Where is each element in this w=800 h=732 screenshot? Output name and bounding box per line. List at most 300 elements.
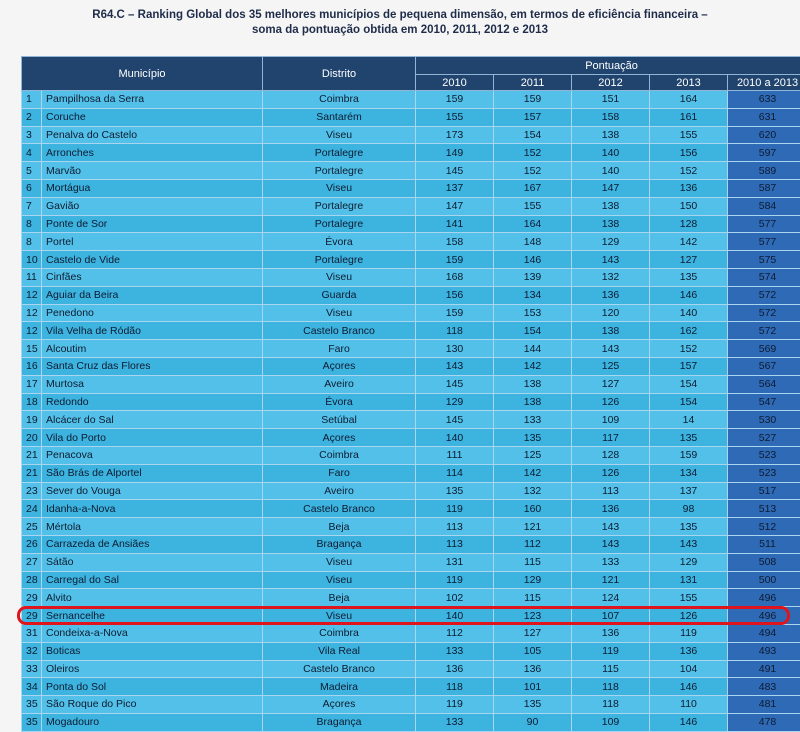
table-row bbox=[22, 642, 800, 660]
score-total-cell: 491 bbox=[728, 660, 800, 678]
title-line-1: R64.C – Ranking Global dos 35 melhores municípios de pequena dimensão, em termos de eficiência financeira – bbox=[0, 8, 800, 23]
score-total-cell: 597 bbox=[728, 144, 800, 162]
table-row bbox=[22, 322, 800, 340]
table-row bbox=[22, 482, 800, 500]
score-2013-cell: 143 bbox=[650, 535, 728, 553]
score-2013-cell: 134 bbox=[650, 464, 728, 482]
score-total-cell: 572 bbox=[728, 286, 800, 304]
score-2010-cell: 118 bbox=[416, 322, 494, 340]
score-2013-cell: 162 bbox=[650, 322, 728, 340]
rank-cell: 34 bbox=[22, 678, 42, 696]
score-2012-cell: 128 bbox=[572, 446, 650, 464]
rank-cell: 15 bbox=[22, 340, 42, 358]
municipio-cell: Cinfães bbox=[42, 268, 263, 286]
rank-cell: 11 bbox=[22, 268, 42, 286]
score-2012-cell: 138 bbox=[572, 322, 650, 340]
score-2012-cell: 143 bbox=[572, 340, 650, 358]
municipio-cell: Vila Velha de Ródão bbox=[42, 322, 263, 340]
score-2011-cell: 157 bbox=[494, 108, 572, 126]
municipio-cell: Aguiar da Beira bbox=[42, 286, 263, 304]
score-2011-cell: 152 bbox=[494, 162, 572, 180]
score-2012-cell: 125 bbox=[572, 357, 650, 375]
score-2012-cell: 136 bbox=[572, 500, 650, 518]
header-total: 2010 a 2013 bbox=[728, 75, 800, 91]
score-total-cell: 572 bbox=[728, 322, 800, 340]
rank-cell: 5 bbox=[22, 162, 42, 180]
header-year-2012: 2012 bbox=[572, 75, 650, 91]
distrito-cell: Beja bbox=[263, 518, 416, 536]
municipio-cell: Alvito bbox=[42, 589, 263, 607]
distrito-cell: Portalegre bbox=[263, 215, 416, 233]
score-2010-cell: 113 bbox=[416, 518, 494, 536]
score-2011-cell: 153 bbox=[494, 304, 572, 322]
table-row bbox=[22, 340, 800, 358]
header-distrito: Distrito bbox=[263, 57, 416, 91]
score-2011-cell: 155 bbox=[494, 197, 572, 215]
distrito-cell: Évora bbox=[263, 233, 416, 251]
score-2012-cell: 109 bbox=[572, 713, 650, 731]
municipio-cell: Marvão bbox=[42, 162, 263, 180]
score-2010-cell: 112 bbox=[416, 624, 494, 642]
header-pontuacao: Pontuação bbox=[416, 57, 800, 75]
score-2013-cell: 98 bbox=[650, 500, 728, 518]
table-row bbox=[22, 357, 800, 375]
table-row bbox=[22, 268, 800, 286]
score-2011-cell: 142 bbox=[494, 464, 572, 482]
score-2011-cell: 90 bbox=[494, 713, 572, 731]
score-2012-cell: 143 bbox=[572, 535, 650, 553]
score-2013-cell: 142 bbox=[650, 233, 728, 251]
score-2013-cell: 150 bbox=[650, 197, 728, 215]
table-row bbox=[22, 126, 800, 144]
rank-cell: 12 bbox=[22, 286, 42, 304]
score-2011-cell: 148 bbox=[494, 233, 572, 251]
distrito-cell: Castelo Branco bbox=[263, 500, 416, 518]
header-year-2013: 2013 bbox=[650, 75, 728, 91]
score-2010-cell: 140 bbox=[416, 429, 494, 447]
score-total-cell: 481 bbox=[728, 696, 800, 714]
rank-cell: 26 bbox=[22, 535, 42, 553]
score-2012-cell: 117 bbox=[572, 429, 650, 447]
score-total-cell: 572 bbox=[728, 304, 800, 322]
score-2012-cell: 113 bbox=[572, 482, 650, 500]
score-2011-cell: 154 bbox=[494, 322, 572, 340]
rank-cell: 2 bbox=[22, 108, 42, 126]
score-2011-cell: 134 bbox=[494, 286, 572, 304]
distrito-cell: Guarda bbox=[263, 286, 416, 304]
score-2012-cell: 115 bbox=[572, 660, 650, 678]
score-2013-cell: 154 bbox=[650, 375, 728, 393]
municipio-cell: Sernancelhe bbox=[42, 607, 263, 625]
score-2011-cell: 160 bbox=[494, 500, 572, 518]
rank-cell: 32 bbox=[22, 642, 42, 660]
score-total-cell: 513 bbox=[728, 500, 800, 518]
score-total-cell: 493 bbox=[728, 642, 800, 660]
distrito-cell: Portalegre bbox=[263, 197, 416, 215]
score-2012-cell: 140 bbox=[572, 144, 650, 162]
municipio-cell: Sever do Vouga bbox=[42, 482, 263, 500]
score-total-cell: 496 bbox=[728, 607, 800, 625]
score-total-cell: 530 bbox=[728, 411, 800, 429]
table-row bbox=[22, 553, 800, 571]
rank-cell: 21 bbox=[22, 464, 42, 482]
score-2011-cell: 125 bbox=[494, 446, 572, 464]
score-2013-cell: 136 bbox=[650, 642, 728, 660]
municipio-cell: Penacova bbox=[42, 446, 263, 464]
score-2013-cell: 110 bbox=[650, 696, 728, 714]
distrito-cell: Aveiro bbox=[263, 375, 416, 393]
distrito-cell: Portalegre bbox=[263, 162, 416, 180]
distrito-cell: Viseu bbox=[263, 553, 416, 571]
score-2012-cell: 118 bbox=[572, 696, 650, 714]
table-row bbox=[22, 233, 800, 251]
rank-cell: 35 bbox=[22, 713, 42, 731]
score-2012-cell: 129 bbox=[572, 233, 650, 251]
rank-cell: 8 bbox=[22, 215, 42, 233]
score-2010-cell: 149 bbox=[416, 144, 494, 162]
score-total-cell: 517 bbox=[728, 482, 800, 500]
rank-cell: 8 bbox=[22, 233, 42, 251]
score-2012-cell: 118 bbox=[572, 678, 650, 696]
municipio-cell: Mértola bbox=[42, 518, 263, 536]
rank-cell: 31 bbox=[22, 624, 42, 642]
municipio-cell: Ponte de Sor bbox=[42, 215, 263, 233]
score-total-cell: 527 bbox=[728, 429, 800, 447]
table-row bbox=[22, 678, 800, 696]
distrito-cell: Bragança bbox=[263, 713, 416, 731]
score-2011-cell: 115 bbox=[494, 589, 572, 607]
distrito-cell: Açores bbox=[263, 357, 416, 375]
table-row bbox=[22, 144, 800, 162]
title-line-2: soma da pontuação obtida em 2010, 2011, 2012 e 2013 bbox=[0, 23, 800, 38]
score-total-cell: 633 bbox=[728, 91, 800, 109]
rank-cell: 29 bbox=[22, 607, 42, 625]
score-2011-cell: 129 bbox=[494, 571, 572, 589]
score-2010-cell: 119 bbox=[416, 571, 494, 589]
table-row bbox=[22, 393, 800, 411]
score-2010-cell: 145 bbox=[416, 411, 494, 429]
score-2010-cell: 145 bbox=[416, 162, 494, 180]
score-total-cell: 500 bbox=[728, 571, 800, 589]
distrito-cell: Viseu bbox=[263, 304, 416, 322]
distrito-cell: Évora bbox=[263, 393, 416, 411]
score-2012-cell: 143 bbox=[572, 251, 650, 269]
score-2012-cell: 119 bbox=[572, 642, 650, 660]
header-year-2011: 2011 bbox=[494, 75, 572, 91]
rank-cell: 10 bbox=[22, 251, 42, 269]
rank-cell: 4 bbox=[22, 144, 42, 162]
score-2013-cell: 146 bbox=[650, 286, 728, 304]
distrito-cell: Coimbra bbox=[263, 91, 416, 109]
table-row bbox=[22, 713, 800, 731]
table-row bbox=[22, 108, 800, 126]
score-2011-cell: 133 bbox=[494, 411, 572, 429]
score-total-cell: 620 bbox=[728, 126, 800, 144]
municipio-cell: Castelo de Vide bbox=[42, 251, 263, 269]
score-2010-cell: 130 bbox=[416, 340, 494, 358]
distrito-cell: Castelo Branco bbox=[263, 660, 416, 678]
rank-cell: 35 bbox=[22, 696, 42, 714]
municipio-cell: Penedono bbox=[42, 304, 263, 322]
rank-cell: 3 bbox=[22, 126, 42, 144]
score-total-cell: 587 bbox=[728, 179, 800, 197]
score-2012-cell: 158 bbox=[572, 108, 650, 126]
score-total-cell: 523 bbox=[728, 464, 800, 482]
score-total-cell: 478 bbox=[728, 713, 800, 731]
municipio-cell: Portel bbox=[42, 233, 263, 251]
table-row bbox=[22, 375, 800, 393]
table-row bbox=[22, 215, 800, 233]
score-2013-cell: 135 bbox=[650, 429, 728, 447]
score-2010-cell: 158 bbox=[416, 233, 494, 251]
rank-cell: 7 bbox=[22, 197, 42, 215]
municipio-cell: Coruche bbox=[42, 108, 263, 126]
table-row bbox=[22, 162, 800, 180]
score-2010-cell: 155 bbox=[416, 108, 494, 126]
score-2010-cell: 147 bbox=[416, 197, 494, 215]
score-2013-cell: 126 bbox=[650, 607, 728, 625]
score-2013-cell: 131 bbox=[650, 571, 728, 589]
score-total-cell: 631 bbox=[728, 108, 800, 126]
rank-cell: 12 bbox=[22, 304, 42, 322]
score-2011-cell: 132 bbox=[494, 482, 572, 500]
municipio-cell: Ponta do Sol bbox=[42, 678, 263, 696]
table-row bbox=[22, 197, 800, 215]
score-2010-cell: 119 bbox=[416, 696, 494, 714]
score-2013-cell: 152 bbox=[650, 162, 728, 180]
table-row bbox=[22, 500, 800, 518]
score-2010-cell: 140 bbox=[416, 607, 494, 625]
rank-cell: 24 bbox=[22, 500, 42, 518]
score-2011-cell: 138 bbox=[494, 393, 572, 411]
score-2010-cell: 145 bbox=[416, 375, 494, 393]
municipio-cell: Alcácer do Sal bbox=[42, 411, 263, 429]
score-2011-cell: 135 bbox=[494, 696, 572, 714]
score-2013-cell: 155 bbox=[650, 589, 728, 607]
table-row bbox=[22, 535, 800, 553]
municipio-cell: Mogadouro bbox=[42, 713, 263, 731]
rank-cell: 21 bbox=[22, 446, 42, 464]
municipio-cell: Vila do Porto bbox=[42, 429, 263, 447]
municipio-cell: Arronches bbox=[42, 144, 263, 162]
rank-cell: 20 bbox=[22, 429, 42, 447]
score-2013-cell: 159 bbox=[650, 446, 728, 464]
score-2010-cell: 114 bbox=[416, 464, 494, 482]
rank-cell: 25 bbox=[22, 518, 42, 536]
score-2010-cell: 137 bbox=[416, 179, 494, 197]
score-2011-cell: 101 bbox=[494, 678, 572, 696]
table-row bbox=[22, 179, 800, 197]
rank-cell: 29 bbox=[22, 589, 42, 607]
score-2011-cell: 123 bbox=[494, 607, 572, 625]
distrito-cell: Vila Real bbox=[263, 642, 416, 660]
score-2010-cell: 173 bbox=[416, 126, 494, 144]
score-2011-cell: 154 bbox=[494, 126, 572, 144]
score-2011-cell: 144 bbox=[494, 340, 572, 358]
distrito-cell: Açores bbox=[263, 696, 416, 714]
municipio-cell: Mortágua bbox=[42, 179, 263, 197]
table-row bbox=[22, 518, 800, 536]
score-2013-cell: 146 bbox=[650, 678, 728, 696]
score-total-cell: 577 bbox=[728, 233, 800, 251]
table-row bbox=[22, 251, 800, 269]
score-2011-cell: 164 bbox=[494, 215, 572, 233]
score-2010-cell: 159 bbox=[416, 251, 494, 269]
municipio-cell: Idanha-a-Nova bbox=[42, 500, 263, 518]
distrito-cell: Aveiro bbox=[263, 482, 416, 500]
score-total-cell: 547 bbox=[728, 393, 800, 411]
score-2012-cell: 133 bbox=[572, 553, 650, 571]
score-2012-cell: 120 bbox=[572, 304, 650, 322]
rank-cell: 19 bbox=[22, 411, 42, 429]
score-2011-cell: 159 bbox=[494, 91, 572, 109]
municipio-cell: São Brás de Alportel bbox=[42, 464, 263, 482]
header-municipio: Município bbox=[22, 57, 263, 91]
distrito-cell: Bragança bbox=[263, 535, 416, 553]
table-row bbox=[22, 660, 800, 678]
score-2012-cell: 138 bbox=[572, 215, 650, 233]
municipio-cell: Alcoutim bbox=[42, 340, 263, 358]
score-total-cell: 575 bbox=[728, 251, 800, 269]
distrito-cell: Coimbra bbox=[263, 446, 416, 464]
distrito-cell: Viseu bbox=[263, 126, 416, 144]
score-total-cell: 569 bbox=[728, 340, 800, 358]
distrito-cell: Faro bbox=[263, 464, 416, 482]
score-2013-cell: 14 bbox=[650, 411, 728, 429]
score-2013-cell: 135 bbox=[650, 268, 728, 286]
score-2012-cell: 138 bbox=[572, 197, 650, 215]
score-2010-cell: 102 bbox=[416, 589, 494, 607]
table-row bbox=[22, 571, 800, 589]
rank-cell: 17 bbox=[22, 375, 42, 393]
table-row bbox=[22, 446, 800, 464]
score-2010-cell: 143 bbox=[416, 357, 494, 375]
distrito-cell: Madeira bbox=[263, 678, 416, 696]
distrito-cell: Faro bbox=[263, 340, 416, 358]
ranking-table bbox=[21, 56, 800, 732]
score-2012-cell: 109 bbox=[572, 411, 650, 429]
distrito-cell: Beja bbox=[263, 589, 416, 607]
score-2011-cell: 139 bbox=[494, 268, 572, 286]
score-2013-cell: 135 bbox=[650, 518, 728, 536]
score-2010-cell: 133 bbox=[416, 713, 494, 731]
distrito-cell: Viseu bbox=[263, 571, 416, 589]
score-2011-cell: 105 bbox=[494, 642, 572, 660]
municipio-cell: Pampilhosa da Serra bbox=[42, 91, 263, 109]
score-2010-cell: 129 bbox=[416, 393, 494, 411]
score-2012-cell: 124 bbox=[572, 589, 650, 607]
score-2011-cell: 127 bbox=[494, 624, 572, 642]
score-2013-cell: 154 bbox=[650, 393, 728, 411]
score-2012-cell: 136 bbox=[572, 624, 650, 642]
score-total-cell: 574 bbox=[728, 268, 800, 286]
score-2013-cell: 129 bbox=[650, 553, 728, 571]
table-row bbox=[22, 589, 800, 607]
score-2010-cell: 133 bbox=[416, 642, 494, 660]
municipio-cell: Oleiros bbox=[42, 660, 263, 678]
score-total-cell: 508 bbox=[728, 553, 800, 571]
score-total-cell: 523 bbox=[728, 446, 800, 464]
score-2011-cell: 152 bbox=[494, 144, 572, 162]
distrito-cell: Viseu bbox=[263, 268, 416, 286]
table-row bbox=[22, 304, 800, 322]
distrito-cell: Viseu bbox=[263, 607, 416, 625]
score-total-cell: 512 bbox=[728, 518, 800, 536]
municipio-cell: Carregal do Sal bbox=[42, 571, 263, 589]
distrito-cell: Portalegre bbox=[263, 251, 416, 269]
rank-cell: 28 bbox=[22, 571, 42, 589]
score-2010-cell: 156 bbox=[416, 286, 494, 304]
distrito-cell: Portalegre bbox=[263, 144, 416, 162]
score-total-cell: 496 bbox=[728, 589, 800, 607]
score-2011-cell: 138 bbox=[494, 375, 572, 393]
score-2010-cell: 119 bbox=[416, 500, 494, 518]
table-row bbox=[22, 91, 800, 109]
score-2013-cell: 104 bbox=[650, 660, 728, 678]
score-2013-cell: 146 bbox=[650, 713, 728, 731]
score-2013-cell: 152 bbox=[650, 340, 728, 358]
municipio-cell: Redondo bbox=[42, 393, 263, 411]
distrito-cell: Castelo Branco bbox=[263, 322, 416, 340]
score-2011-cell: 167 bbox=[494, 179, 572, 197]
score-total-cell: 494 bbox=[728, 624, 800, 642]
rank-cell: 27 bbox=[22, 553, 42, 571]
table-row bbox=[22, 464, 800, 482]
score-2012-cell: 136 bbox=[572, 286, 650, 304]
score-2011-cell: 112 bbox=[494, 535, 572, 553]
table-title bbox=[0, 0, 800, 38]
score-2012-cell: 121 bbox=[572, 571, 650, 589]
score-2013-cell: 119 bbox=[650, 624, 728, 642]
score-2012-cell: 138 bbox=[572, 126, 650, 144]
score-total-cell: 584 bbox=[728, 197, 800, 215]
rank-cell: 23 bbox=[22, 482, 42, 500]
municipio-cell: Penalva do Castelo bbox=[42, 126, 263, 144]
score-2013-cell: 157 bbox=[650, 357, 728, 375]
ranking-table-container bbox=[21, 56, 787, 732]
rank-cell: 6 bbox=[22, 179, 42, 197]
score-2013-cell: 128 bbox=[650, 215, 728, 233]
municipio-cell: Murtosa bbox=[42, 375, 263, 393]
score-2012-cell: 126 bbox=[572, 464, 650, 482]
score-2011-cell: 115 bbox=[494, 553, 572, 571]
score-2010-cell: 136 bbox=[416, 660, 494, 678]
score-2011-cell: 121 bbox=[494, 518, 572, 536]
table-row bbox=[22, 429, 800, 447]
rank-cell: 18 bbox=[22, 393, 42, 411]
score-2010-cell: 118 bbox=[416, 678, 494, 696]
table-row bbox=[22, 624, 800, 642]
score-total-cell: 511 bbox=[728, 535, 800, 553]
score-total-cell: 564 bbox=[728, 375, 800, 393]
score-2012-cell: 147 bbox=[572, 179, 650, 197]
score-2012-cell: 126 bbox=[572, 393, 650, 411]
table-row bbox=[22, 607, 800, 625]
score-total-cell: 577 bbox=[728, 215, 800, 233]
score-2012-cell: 132 bbox=[572, 268, 650, 286]
score-2010-cell: 168 bbox=[416, 268, 494, 286]
distrito-cell: Açores bbox=[263, 429, 416, 447]
municipio-cell: Condeixa-a-Nova bbox=[42, 624, 263, 642]
distrito-cell: Viseu bbox=[263, 179, 416, 197]
distrito-cell: Coimbra bbox=[263, 624, 416, 642]
score-2010-cell: 135 bbox=[416, 482, 494, 500]
score-2011-cell: 135 bbox=[494, 429, 572, 447]
municipio-cell: Carrazeda de Ansiães bbox=[42, 535, 263, 553]
distrito-cell: Setúbal bbox=[263, 411, 416, 429]
score-total-cell: 567 bbox=[728, 357, 800, 375]
municipio-cell: Sátão bbox=[42, 553, 263, 571]
